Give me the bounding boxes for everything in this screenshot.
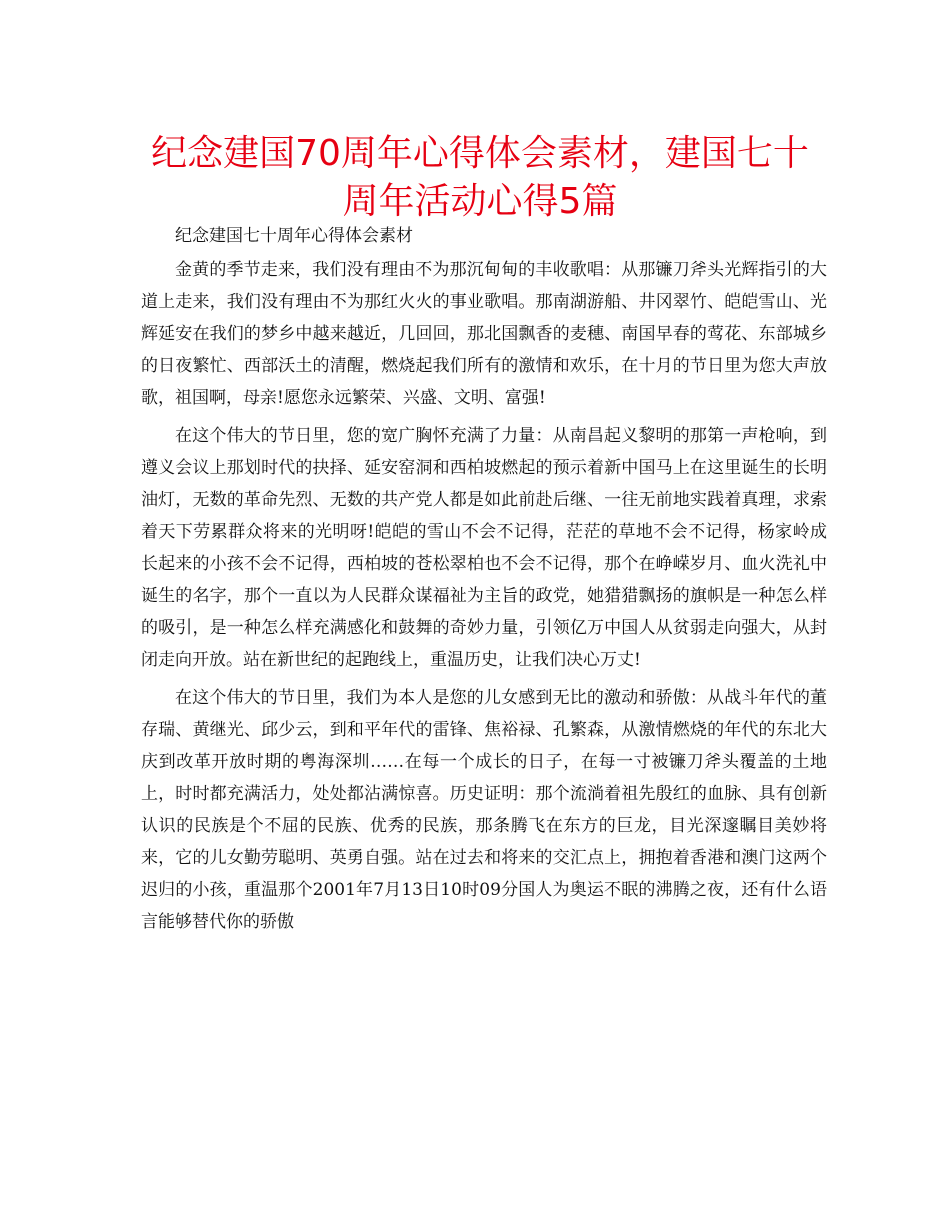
paragraph-2: 在这个伟大的节日里，您的宽广胸怀充满了力量：从南昌起义黎明的那第一声枪响，到遵义会议上那划时代的抉择、延安窑洞和西柏坡燃起的预示着新中国马上在这里诞生的长明油灯，无数的革命先烈、无数的共产党人都是如此前赴后继、一往无前地实践着真理，求索着天下劳累群众将来的光明呀!皑皑的雪山不会不记得，茫茫的草地不会不记得，杨家岭成长起来的小孩不会不记得，西柏坡的苍松翠柏也不会不记得，那个在峥嵘岁月、血火洗礼中诞生的名字，那个一直以为人民群众谋福祉为主旨的政党，她猎猎飘扬的旗帜是一种怎么样的吸引，是一种怎么样充满感化和鼓舞的奇妙力量，引领亿万中国人从贫弱走向强大，从封闭走向开放。站在新世纪的起跑线上，重温历史，让我们决心万丈!	[141, 426, 827, 670]
paragraph-1: 金黄的季节走来，我们没有理由不为那沉甸甸的丰收歌唱：从那镰刀斧头光辉指引的大道上走来，我们没有理由不为那红火火的事业歌唱。那南湖游船、井冈翠竹、皑皑雪山、光辉延安在我们的梦乡中越来越近，几回回，那北国飘香的麦穗、南国早春的莺花、东部城乡的日夜繁忙、西部沃土的清醒，燃烧起我们所有的激情和欢乐，在十月的节日里为您大声放歌，祖国啊，母亲!愿您永远繁荣、兴盛、文明、富强!	[141, 260, 827, 408]
document-subtitle: 纪念建国七十周年心得体会素材	[175, 226, 413, 246]
title-line-2: 周年活动心得5篇	[342, 181, 618, 222]
title-line-1: 纪念建国70周年心得体会素材，建国七十	[151, 133, 809, 174]
paragraph-3: 在这个伟大的节日里，我们为本人是您的儿女感到无比的激动和骄傲：从战斗年代的董存瑞、黄继光、邱少云，到和平年代的雷锋、焦裕禄、孔繁森，从激情燃烧的年代的东北大庆到改革开放时期的粤海深圳……在每一个成长的日子，在每一寸被镰刀斧头覆盖的土地上，时时都充满活力，处处都沾满惊喜。历史证明：那个流淌着祖先殷红的血脉、具有创新认识的民族是个不屈的民族、优秀的民族，那条腾飞在东方的巨龙，目光深邃瞩目美妙将来，它的儿女勤劳聪明、英勇自强。站在过去和将来的交汇点上，拥抱着香港和澳门这两个迟归的小孩，重温那个2001年7月13日10时09分国人为奥运不眠的沸腾之夜，还有什么语言能够替代你的骄傲	[141, 688, 827, 932]
document-body	[141, 220, 827, 938]
document-title	[130, 130, 830, 226]
